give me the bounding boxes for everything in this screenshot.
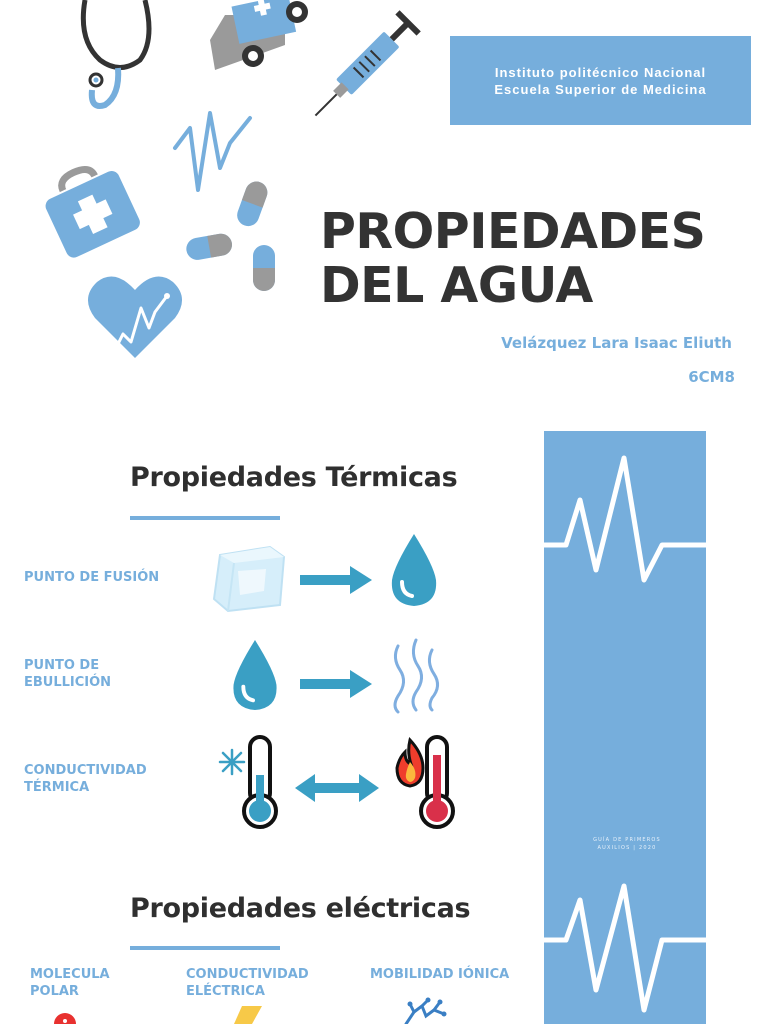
ecg-line-icon [544,450,706,590]
thermal-conductivity-label: CONDUCTIVIDAD TÉRMICA [24,763,147,795]
pills-icon [180,178,285,296]
title-line-1: PROPIEDADES [320,203,706,260]
author-name: Velázquez Lara Isaac Eliuth [501,334,732,352]
molecule-icon [52,1012,78,1024]
group-code: 6CM8 [688,368,735,386]
electrical-heading: Propiedades eléctricas [130,893,471,924]
steam-icon [390,636,446,716]
melting-point-label: PUNTO DE FUSIÓN [24,570,160,585]
polar-molecule-label: MOLECULA POLAR [30,967,110,999]
title-line-2: DEL AGUA [320,257,593,314]
thermal-heading: Propiedades Térmicas [130,462,458,493]
lightning-icon [228,1006,268,1024]
first-aid-kit-icon [42,162,147,267]
school-name: Escuela Superior de Medicina [494,81,707,97]
stethoscope-icon [70,0,160,120]
water-drop-icon-2 [229,638,281,712]
thermal-underline [130,516,280,520]
hot-thermometer-icon [415,735,459,831]
heart-pulse-icon [85,268,185,364]
ecg-line-bottom-icon [544,880,706,1024]
ice-cube-icon [210,543,288,613]
institution-header [450,36,751,125]
guide-caption: GUÍA DE PRIMEROS AUXILIOS | 2020 [593,837,661,851]
page-title [320,205,760,313]
boiling-point-label: PUNTO DE EBULLICIÓN [24,658,112,690]
institution-name: Instituto politécnico Nacional [494,64,707,80]
arrow-right-icon-2 [300,668,375,700]
ionic-mobility-label: MOBILIDAD IÓNICA [370,967,510,982]
electrical-conductivity-label: CONDUCTIVIDAD ELÉCTRICA [186,967,309,999]
ambulance-icon [205,0,315,75]
arrow-right-icon [300,564,375,596]
cold-thermometer-icon [238,735,282,831]
syringe-icon [310,0,435,118]
ion-network-icon [400,998,450,1024]
water-drop-icon [388,532,440,608]
electrical-underline [130,946,280,950]
double-arrow-icon [295,772,379,804]
